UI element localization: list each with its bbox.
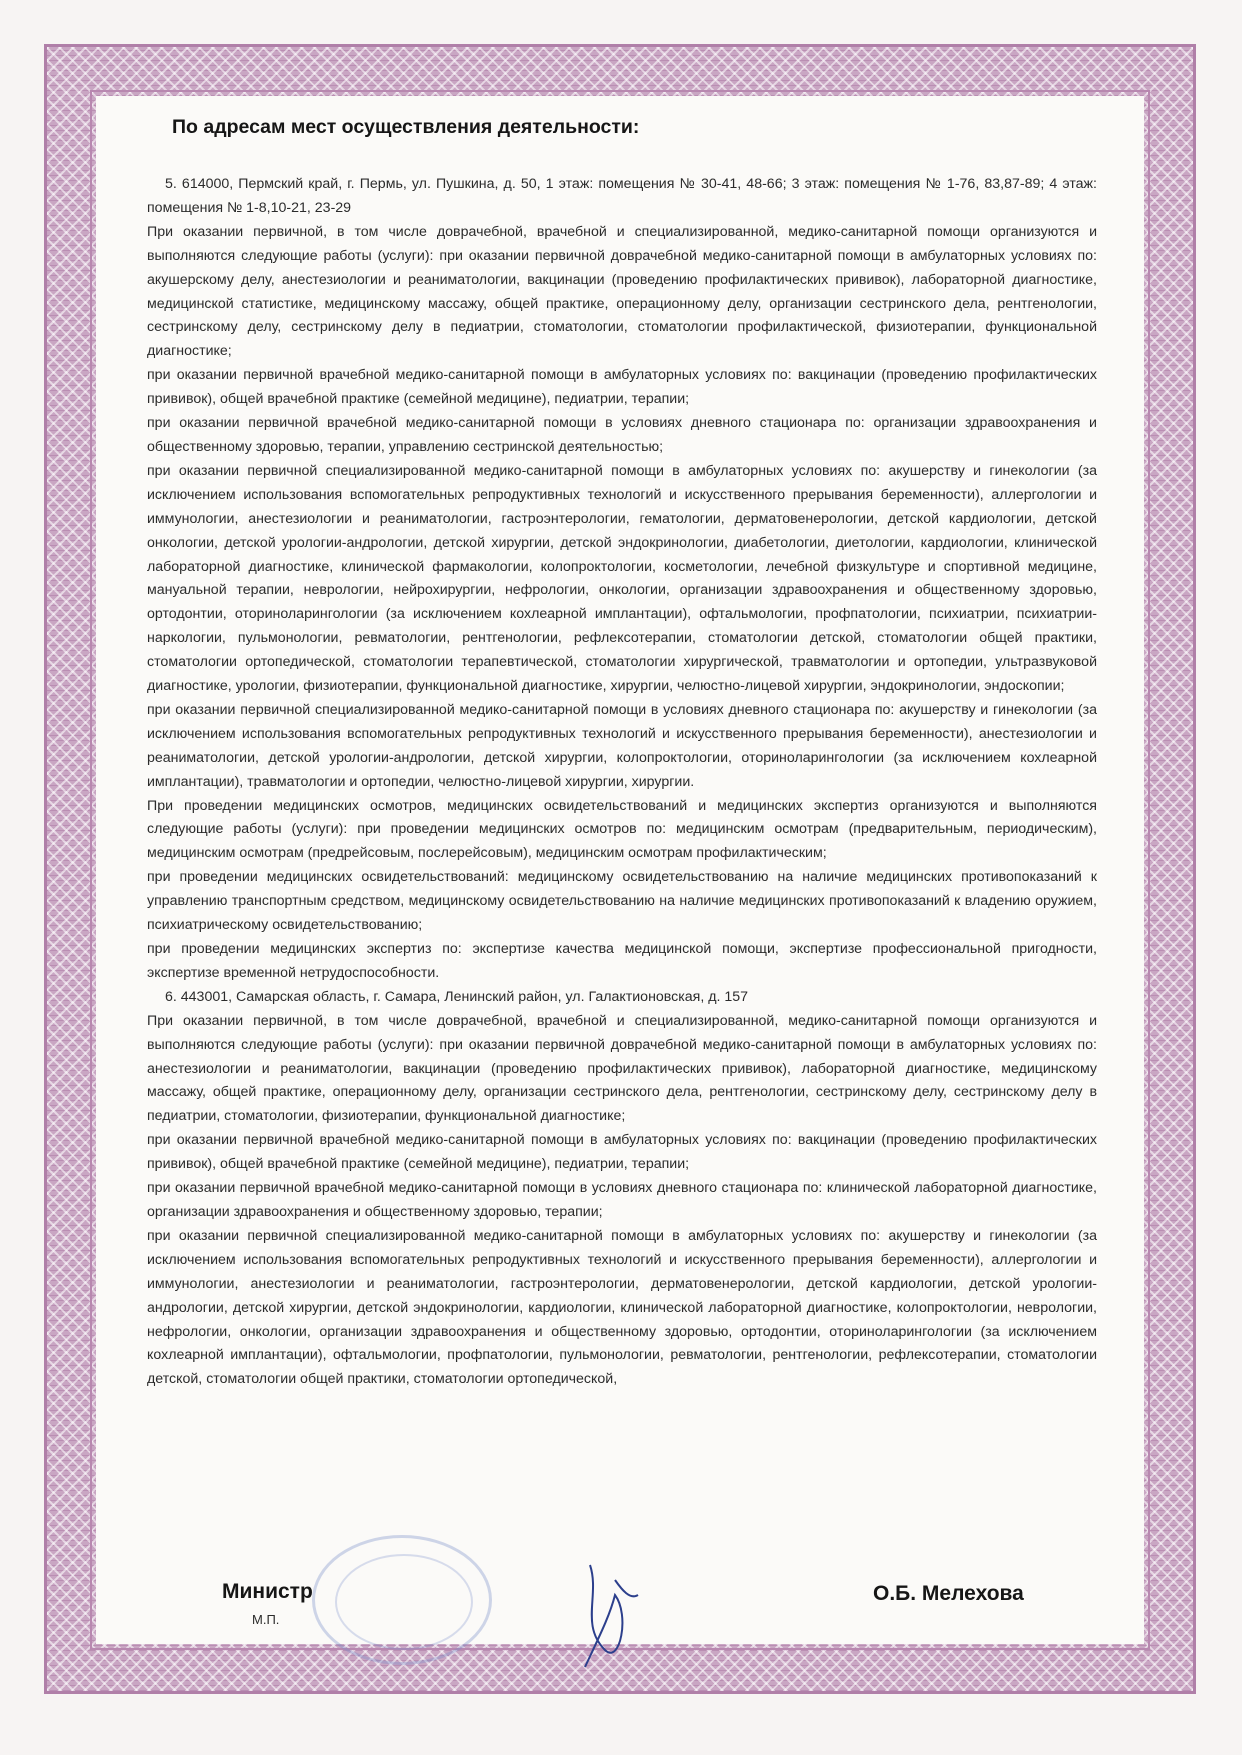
services-paragraph: при оказании первичной специализированной медико-санитарной помощи в амбулаторных условиях по: акушерству и гинекологии (за исключением использования вспомогательных репродуктивных технологий и искусственного прерывания беременности), аллергологии и иммунологии, анестезиологии и реаниматологии, гастроэнтерологии, дерматовенерологии, детской кардиологии, детской урологии-андрологии, детской хирургии, детской эндокринологии, кардиологии, клинической лабораторной диагностике, колопроктологии, неврологии, нефрологии, онкологии, организации здравоохранения и общественному здоровью, ортодонтии, оториноларингологии (за исключением кохлеарной имплантации), офтальмологии, профпатологии, пульмонологии, ревматологии, рентгенологии, рефлексотерапии, стоматологии детской, стоматологии общей практики, стоматологии ортопедической, xyxy=(147,1227,1097,1388)
services-paragraph: при проведении медицинских экспертиз по: экспертизе качества медицинской помощи, экспертизе профессиональной пригодности, экспертизе временной нетрудоспособности. xyxy=(147,941,1097,981)
signatory-title: Министр xyxy=(222,1580,313,1603)
seal-inner-ring xyxy=(335,1554,473,1650)
address-paragraph-5: 5. 614000, Пермский край, г. Пермь, ул. Пушкина, д. 50, 1 этаж: помещения № 30-41, 48-66; 3 этаж: помещения № 1-76, 83,87-89; 4 этаж: помещения № 1-8,10-21, 23-29 xyxy=(147,176,1097,216)
services-paragraph: При проведении медицинских осмотров, медицинских освидетельствований и медицинских экспертиз организуются и выполняются следующие работы (услуги): при проведении медицинских осмотров по: медицинским осмотрам (предварительным, периодическим), медицинским осмотрам (предрейсовым, послерейсовым), медицинским осмотрам профилактическим; xyxy=(147,797,1097,862)
services-paragraph: при оказании первичной врачебной медико-санитарной помощи в амбулаторных условиях по: вакцинации (проведению профилактических прививок), общей врачебной практике (семейной медицине), педиатрии, терапии; xyxy=(147,367,1097,408)
services-paragraph: при оказании первичной специализированной медико-санитарной помощи в амбулаторных условиях по: акушерству и гинекологии (за исключением использования вспомогательных репродуктивных технологий и искусственного прерывания беременности), аллергологии и иммунологии, анестезиологии и реаниматологии, гастроэнтерологии, гематологии, дерматовенерологии, детской кардиологии, детской онкологии, детской урологии-андрологии, детской хирургии, детской эндокринологии, диабетологии, диетологии, кардиологии, клинической лабораторной диагностике, клинической фармакологии, колопроктологии, косметологии, лечебной физкультуре и спортивной медицине, мануальной терапии, неврологии, нейрохирургии, нефрологии, онкологии, организации здравоохранения и общественному здоровью, ортодонтии, оториноларингологии (за исключением кохлеарной имплантации), офтальмологии, профпатологии, психиатрии, психиатрии-наркологии, пульмонологии, ревматологии, рентгенологии, рефлексотерапии, стоматологии детской, стоматологии общей практики, стоматологии ортопедической, стоматологии терапевтической, стоматологии хирургической, травматологии и ортопедии, ультразвуковой диагностике, урологии, физиотерапии, функциональной диагностике, хирургии, челюстно-лицевой хирургии, эндокринологии, эндоскопии; xyxy=(147,462,1097,695)
services-paragraph: При оказании первичной, в том числе доврачебной, врачебной и специализированной, медико-санитарной помощи организуются и выполняются следующие работы (услуги): при оказании первичной доврачебной медико-санитарной помощи в амбулаторных условиях по: акушерскому делу, анестезиологии и реаниматологии, вакцинации (проведению профилактических прививок), лабораторной диагностике, медицинской статистике, медицинскому массажу, общей практике, операционному делу, организации сестринского дела, рентгенологии, сестринскому делу, сестринскому делу в педиатрии, стоматологии, стоматологии профилактической, физиотерапии, функциональной диагностике; xyxy=(147,223,1097,360)
document-body xyxy=(147,173,1097,1392)
page-heading: По адресам мест осуществления деятельности: xyxy=(172,116,640,138)
handwritten-signature xyxy=(560,1555,650,1675)
signatory-name: О.Б. Мелехова xyxy=(873,1582,1024,1605)
stamp-label: М.П. xyxy=(252,1612,280,1627)
services-paragraph: при оказании первичной специализированной медико-санитарной помощи в условиях дневного стационара по: акушерству и гинекологии (за исключением использования вспомогательных репродуктивных технологий и искусственного прерывания беременности), анестезиологии и реаниматологии, детской урологии-андрологии, детской хирургии, колопроктологии, оториноларингологии (за исключением кохлеарной имплантации), травматологии и ортопедии, челюстно-лицевой хирургии, хирургии. xyxy=(147,701,1097,790)
services-paragraph: при оказании первичной врачебной медико-санитарной помощи в условиях дневного стационара по: организации здравоохранения и общественному здоровью, терапии, управлению сестринской деятельностью; xyxy=(147,415,1097,455)
address-paragraph-6: 6. 443001, Самарская область, г. Самара, Ленинский район, ул. Галактионовская, д. 157 xyxy=(165,988,749,1005)
services-paragraph: При оказании первичной, в том числе доврачебной, врачебной и специализированной, медико-санитарной помощи организуются и выполняются следующие работы (услуги): при оказании первичной доврачебной медико-санитарной помощи в амбулаторных условиях по: анестезиологии и реаниматологии, вакцинации (проведению профилактических прививок), лабораторной диагностике, медицинскому массажу, общей практике, операционному делу, организации сестринского дела, рентгенологии, сестринскому делу, сестринскому делу в педиатрии, стоматологии, физиотерапии, функциональной диагностике; xyxy=(147,1012,1097,1125)
services-paragraph: при проведении медицинских освидетельствований: медицинскому освидетельствованию на наличие медицинских противопоказаний к управлению транспортным средством, медицинскому освидетельствованию на наличие медицинских противопоказаний к владению оружием, психиатрическому освидетельствованию; xyxy=(147,869,1097,934)
official-seal xyxy=(312,1535,492,1665)
services-paragraph: при оказании первичной врачебной медико-санитарной помощи в амбулаторных условиях по: вакцинации (проведению профилактических прививок), общей врачебной практике (семейной медицине), педиатрии, терапии; xyxy=(147,1132,1097,1173)
services-paragraph: при оказании первичной врачебной медико-санитарной помощи в условиях дневного стационара по: клинической лабораторной диагностике, организации здравоохранения и общественному здоровью, терапии; xyxy=(147,1180,1097,1220)
